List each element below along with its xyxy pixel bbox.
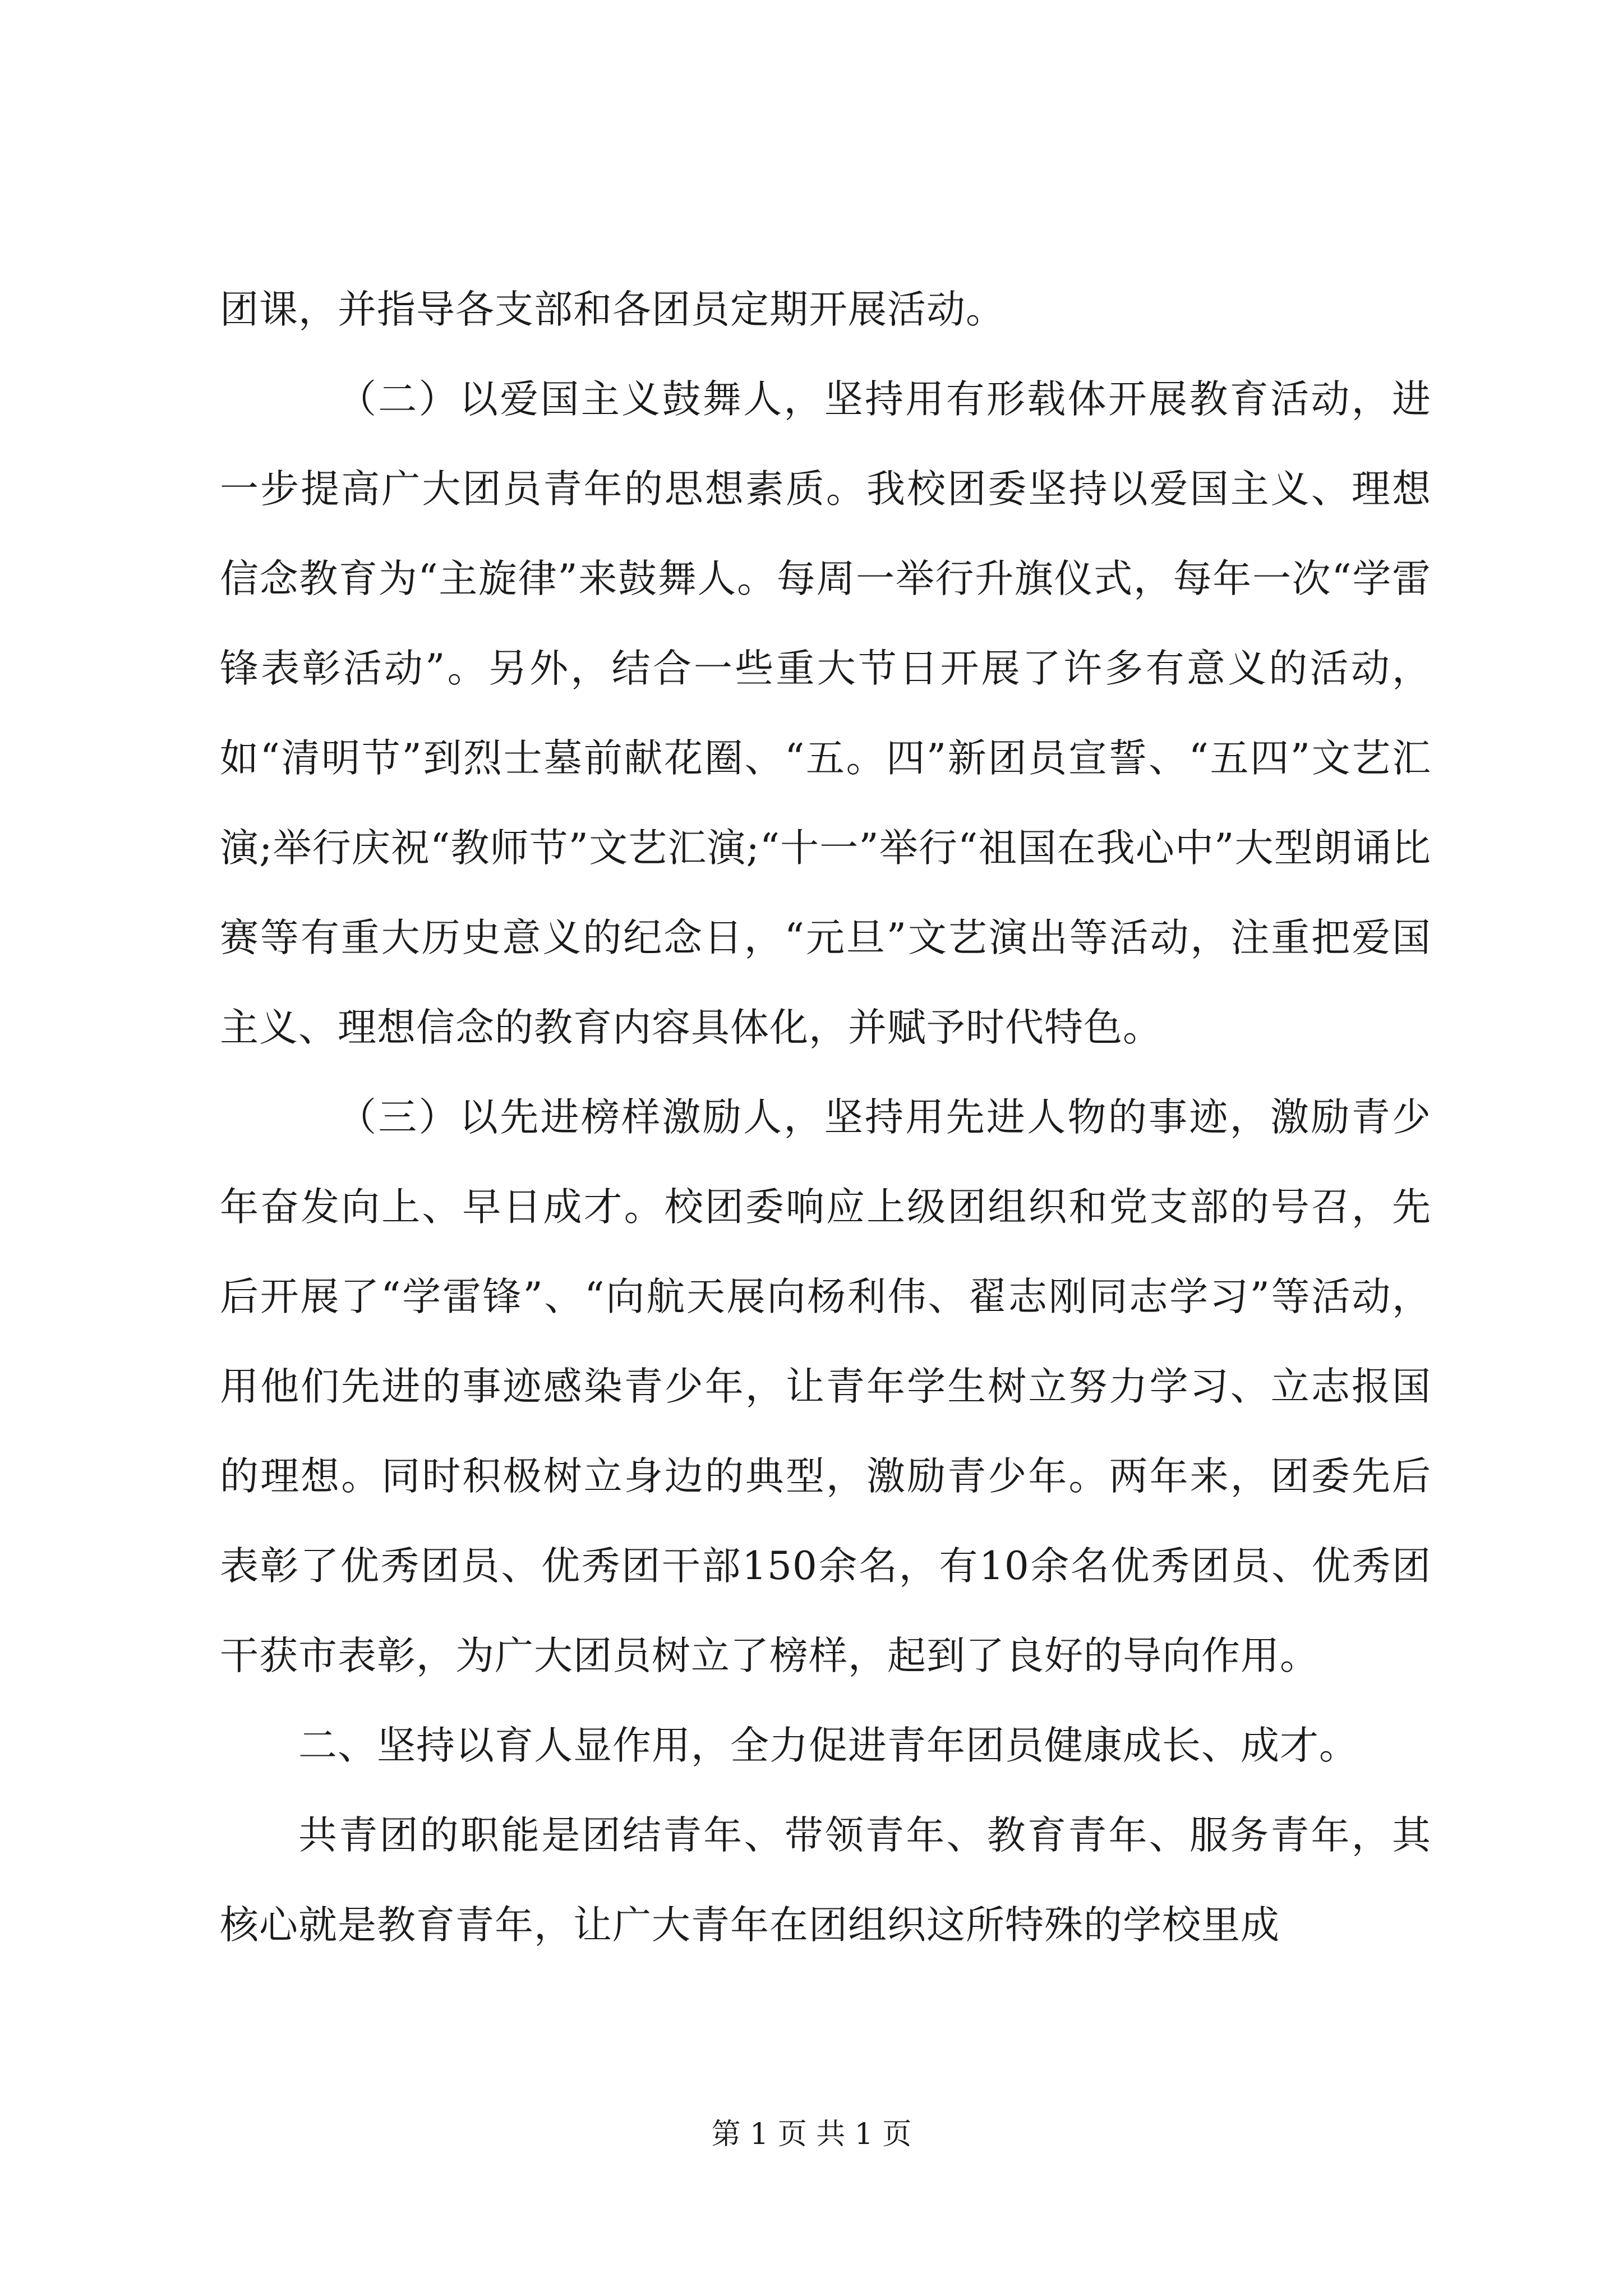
heading-part-two: 二、坚持以育人显作用，全力促进青年团员健康成长、成才。 — [298, 1723, 1358, 1768]
paragraph-continuation: 团课，并指导各支部和各团员定期开展活动。 — [220, 287, 1005, 332]
page-number: 第 1 页 共 1 页 — [711, 2118, 912, 2151]
document-body — [220, 265, 1431, 1970]
paragraph-league-function: 共青团的职能是团结青年、带领青年、教育青年、服务青年，其核心就是教育青年，让广大青年在团组织这所特殊的学校里成 — [220, 1813, 1431, 1948]
paragraph-section-two: （二）以爱国主义鼓舞人，坚持用有形载体开展教育活动，进一步提高广大团员青年的思想素质。我校团委坚持以爱国主义、理想信念教育为“主旋律”来鼓舞人。每周一举行升旗仪式，每年一次“学雷锋表彰活动”。另外，结合一些重大节日开展了许多有意义的活动，如“清明节”到烈士墓前献花圈、“五。四”新团员宣誓、“五四”文艺汇演;举行庆祝“教师节”文艺汇演;“十一”举行“祖国在我心中”大型朗诵比赛等有重大历史意义的纪念日，“元旦”文艺演出等活动，注重把爱国主义、理想信念的教育内容具体化，并赋予时代特色。 — [220, 377, 1431, 1050]
paragraph-section-three: （三）以先进榜样激励人，坚持用先进人物的事迹，激励青少年奋发向上、早日成才。校团委响应上级团组织和党支部的号召，先后开展了“学雷锋”、“向航天展向杨利伟、翟志刚同志学习”等活动，用他们先进的事迹感染青少年，让青年学生树立努力学习、立志报国的理想。同时积极树立身边的典型，激励青少年。两年来，团委先后表彰了优秀团员、优秀团干部150余名，有10余名优秀团员、优秀团干获市表彰，为广大团员树立了榜样，起到了良好的导向作用。 — [220, 1095, 1431, 1678]
page-footer — [0, 2115, 1623, 2154]
